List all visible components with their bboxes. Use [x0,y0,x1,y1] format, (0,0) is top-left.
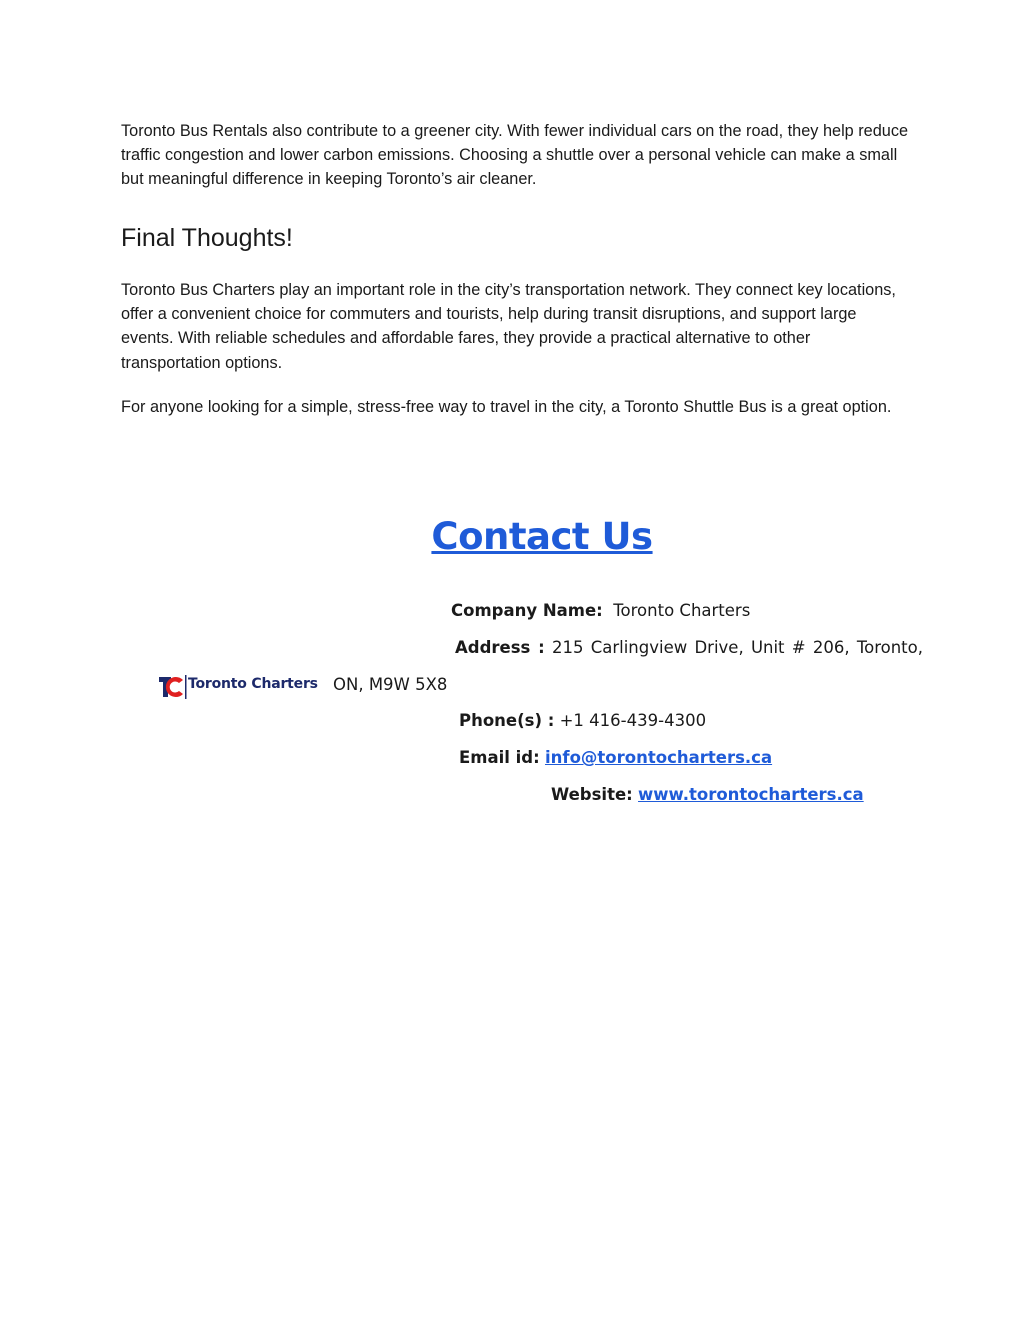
company-name-label: Company Name: [451,601,603,620]
paragraph-green-city: Toronto Bus Rentals also contribute to a greener city. With fewer individual cars on the road, they help reduce traffic congestion and lower carbon emissions. Choosing a shuttle over a personal vehicle can make a small but meaningful difference in keeping Toronto’s air cleaner. [121,122,909,189]
address-label: Address : [455,638,545,657]
website-line [551,785,864,804]
email-line [459,748,772,767]
company-name-value: Toronto Charters [613,601,751,620]
contact-us-heading[interactable]: Contact Us [431,515,653,558]
final-thoughts-heading: Final Thoughts! [121,224,293,252]
address-value: 215 Carlingview Drive, Unit # 206, Toronto, [551,638,923,657]
email-link[interactable]: info@torontocharters.ca [544,748,773,767]
paragraph-closing: For anyone looking for a simple, stress-free way to travel in the city, a Toronto Shuttle Bus is a great option. [121,398,892,416]
phone-label: Phone(s) : [459,711,555,730]
company-name-line [451,601,750,620]
address-line-2: ON, M9W 5X8 [333,675,448,694]
toronto-charters-logo [158,672,318,702]
website-label: Website: [551,785,633,804]
logo-text: Toronto Charters [188,676,318,692]
email-label: Email id: [459,748,540,767]
paragraph-final-thoughts: Toronto Bus Charters play an important role in the city’s transportation network. They connect key locations, offer a convenient choice for commuters and tourists, help during transit disruptions, and support large events. With reliable schedules and affordable fares, they provide a practical alternative to other transportation options. [121,281,896,372]
phone-line [459,711,706,730]
tc-logo-icon [158,672,188,702]
website-link[interactable]: www.torontocharters.ca [638,785,864,804]
phone-value[interactable]: +1 416-439-4300 [559,711,707,730]
address-line [455,638,923,657]
